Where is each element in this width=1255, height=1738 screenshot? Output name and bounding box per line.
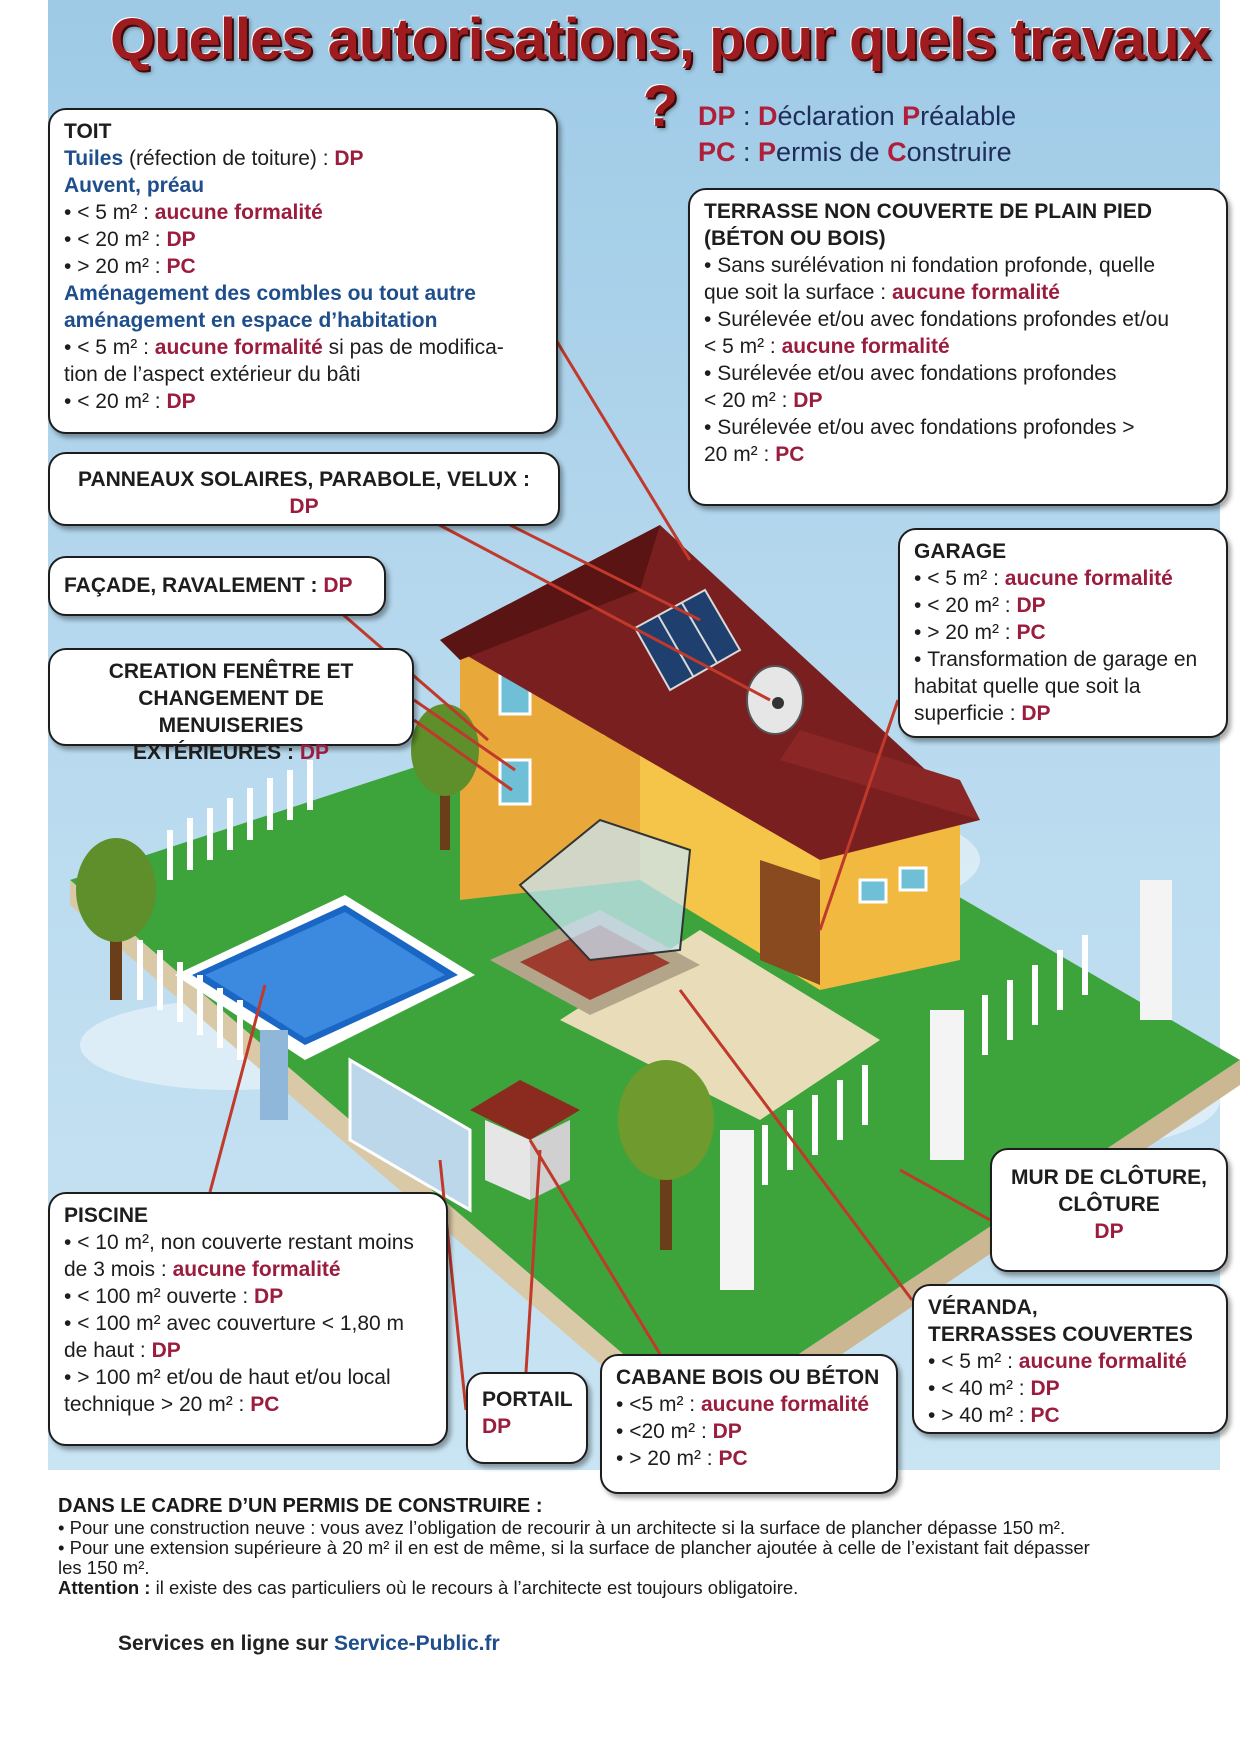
item-text: < 5 m² : xyxy=(927,567,1005,590)
legend-sep: : xyxy=(735,137,759,167)
legend-pc xyxy=(698,134,1016,170)
list-item xyxy=(928,1348,1212,1375)
list-item xyxy=(64,334,542,361)
legend-abbr: PC xyxy=(698,137,736,167)
legend-abbr: DP xyxy=(698,101,736,131)
callout-heading: FAÇADE, RAVALEMENT : xyxy=(64,574,324,597)
callout-heading: MUR DE CLÔTURE, xyxy=(1011,1166,1207,1189)
item-value: DP xyxy=(712,1420,742,1443)
list-item xyxy=(616,1445,882,1472)
item-text: <5 m² : xyxy=(629,1393,701,1416)
list-item: • < 100 m² avec couverture < 1,80 m xyxy=(64,1310,432,1337)
list-item xyxy=(64,253,542,280)
callout-heading: GARAGE xyxy=(914,540,1007,563)
item-text: > 20 m² : xyxy=(77,255,167,278)
list-item xyxy=(928,1375,1212,1402)
callout-heading: CLÔTURE xyxy=(1058,1193,1160,1216)
list-item xyxy=(914,619,1212,646)
item-text: superficie : xyxy=(914,702,1022,725)
legend-sep: : xyxy=(735,101,759,131)
toit-combles-label: aménagement en espace d’habitation xyxy=(64,309,438,332)
attention-text: il existe des cas particuliers où le recours à l’architecte est toujours obligatoire. xyxy=(150,1577,799,1598)
item-text: < 40 m² : xyxy=(941,1377,1031,1400)
list-item-continued xyxy=(704,441,1212,468)
item-value: PC xyxy=(718,1447,748,1470)
item-text: < 100 m² ouverte : xyxy=(77,1285,255,1308)
item-value: PC xyxy=(250,1393,280,1416)
item-value: DP xyxy=(1030,1377,1060,1400)
list-item xyxy=(64,226,542,253)
list-item: • > 100 m² et/ou de haut et/ou local xyxy=(64,1364,432,1391)
list-item: • Surélevée et/ou avec fondations profondes et/ou xyxy=(704,306,1212,333)
list-item: • Transformation de garage en xyxy=(914,646,1212,673)
callout-cabane xyxy=(600,1354,898,1494)
item-value: aucune formalité xyxy=(700,1393,870,1416)
list-item xyxy=(616,1418,882,1445)
list-item-continued xyxy=(704,279,1212,306)
item-value: DP xyxy=(166,228,196,251)
item-value: PC xyxy=(775,443,805,466)
list-item-continued xyxy=(704,333,1212,360)
list-item-continued xyxy=(64,1337,432,1364)
item-value: DP xyxy=(1016,594,1046,617)
legend-initial: P xyxy=(758,137,777,167)
item-value: PC xyxy=(1016,621,1046,644)
list-item: • Surélevée et/ou avec fondations profondes xyxy=(704,360,1212,387)
item-text: que soit la surface : xyxy=(704,281,892,304)
footer-attention xyxy=(58,1578,1238,1598)
item-text: > 40 m² : xyxy=(941,1404,1031,1427)
item-value: aucune formalité xyxy=(1018,1350,1187,1373)
item-value: aucune formalité xyxy=(781,335,950,358)
legend-initial: D xyxy=(758,101,778,131)
list-item xyxy=(64,388,542,415)
footer-bullet: • Pour une extension supérieure à 20 m² il en est de même, si la surface de plancher ajoutée à celle de l’existant fait dépasser xyxy=(58,1538,1238,1558)
callout-terrasse xyxy=(688,188,1228,506)
toit-tuiles-text: (réfection de toiture) : xyxy=(123,147,335,170)
item-text: < 20 m² : xyxy=(927,594,1017,617)
legend-initial: C xyxy=(887,137,907,167)
item-text: de haut : xyxy=(64,1339,152,1362)
list-item xyxy=(616,1391,882,1418)
item-value: aucune formalité xyxy=(154,201,323,224)
list-item xyxy=(914,565,1212,592)
item-value: PC xyxy=(166,255,196,278)
callout-heading: PISCINE xyxy=(64,1204,149,1227)
item-value: DP xyxy=(254,1285,284,1308)
footer-bullet-continued: les 150 m². xyxy=(58,1557,150,1578)
callout-heading: TERRASSES COUVERTES xyxy=(928,1323,1193,1346)
item-text: < 20 m² : xyxy=(77,390,167,413)
footer-bullet: • Pour une construction neuve : vous avez l’obligation de recourir à un architecte si la surface de plancher dépasse 150 m². xyxy=(58,1518,1238,1538)
callout-toit xyxy=(48,108,558,434)
attention-label: Attention : xyxy=(58,1577,151,1598)
callout-heading: EXTÉRIEURES : xyxy=(132,741,300,764)
item-value: aucune formalité xyxy=(154,336,323,359)
list-item xyxy=(64,1283,432,1310)
services-prefix: Services en ligne sur xyxy=(118,1632,334,1655)
callout-heading: VÉRANDA, xyxy=(928,1296,1038,1319)
toit-auvent-label: Auvent, préau xyxy=(64,174,205,197)
callout-facade xyxy=(48,556,386,616)
list-item-continued xyxy=(64,1256,432,1283)
page-title: Quelles autorisations, pour quels travaux ? xyxy=(110,7,1210,139)
item-text: < 5 m² : xyxy=(704,335,782,358)
item-value: DP xyxy=(793,389,823,412)
legend-dp xyxy=(698,98,1016,134)
item-text: > 20 m² : xyxy=(927,621,1017,644)
list-item-continued xyxy=(914,700,1212,727)
toit-tuiles xyxy=(64,145,542,172)
callout-creation-fenetre xyxy=(48,648,414,764)
callout-veranda xyxy=(912,1284,1228,1434)
callout-garage xyxy=(898,528,1228,738)
callout-heading: (BÉTON OU BOIS) xyxy=(704,227,886,250)
item-value: aucune formalité xyxy=(172,1258,341,1281)
callout-heading: CREATION FENÊTRE ET xyxy=(108,660,354,683)
list-item: • < 10 m², non couverte restant moins xyxy=(64,1229,432,1256)
callout-heading: TERRASSE NON COUVERTE DE PLAIN PIED xyxy=(704,200,1153,223)
callout-heading: CHANGEMENT DE MENUISERIES xyxy=(138,687,324,737)
toit-tuiles-label: Tuiles xyxy=(64,147,124,170)
footer-heading: DANS LE CADRE D’UN PERMIS DE CONSTRUIRE : xyxy=(58,1495,543,1517)
toit-combles-label: Aménagement des combles ou tout autre xyxy=(64,282,476,305)
callout-panneaux xyxy=(48,452,560,526)
callout-heading: TOIT xyxy=(64,120,112,143)
list-item-continued xyxy=(704,387,1212,414)
callout-heading: CABANE BOIS OU BÉTON xyxy=(616,1366,880,1389)
callout-value: DP xyxy=(482,1415,512,1438)
callout-heading: PANNEAUX SOLAIRES, PARABOLE, VELUX : xyxy=(78,468,530,491)
item-text: < 20 m² : xyxy=(77,228,167,251)
legend-word: onstruire xyxy=(906,137,1012,167)
item-text: <20 m² : xyxy=(629,1420,713,1443)
list-item-continued: habitat quelle que soit la xyxy=(914,675,1141,698)
callout-piscine xyxy=(48,1192,448,1446)
item-text: < 5 m² : xyxy=(941,1350,1019,1373)
footer-notes xyxy=(58,1496,1238,1598)
callout-value: DP xyxy=(289,495,319,518)
service-public-link[interactable]: Service-Public.fr xyxy=(333,1632,500,1655)
callout-value: DP xyxy=(323,574,353,597)
item-text: < 20 m² : xyxy=(704,389,794,412)
item-text: de 3 mois : xyxy=(64,1258,173,1281)
legend xyxy=(698,98,1016,170)
list-item-continued xyxy=(64,1391,432,1418)
list-item-continued: tion de l’aspect extérieur du bâti xyxy=(64,363,361,386)
item-text: si pas de modifica- xyxy=(322,336,504,359)
legend-word: ermis de xyxy=(776,137,888,167)
list-item xyxy=(64,199,542,226)
callout-value: DP xyxy=(1094,1220,1124,1243)
legend-initial: P xyxy=(902,101,921,131)
callout-portail xyxy=(466,1372,588,1464)
list-item: • Surélevée et/ou avec fondations profondes > xyxy=(704,414,1212,441)
callout-value: DP xyxy=(299,741,330,764)
item-value: aucune formalité xyxy=(891,281,1060,304)
legend-word: éclaration xyxy=(777,101,903,131)
list-item: • Sans surélévation ni fondation profonde, quelle xyxy=(704,252,1212,279)
item-text: > 20 m² : xyxy=(629,1447,719,1470)
item-text: < 5 m² : xyxy=(77,201,155,224)
callout-heading: PORTAIL xyxy=(482,1388,573,1411)
satellite-dish-icon xyxy=(747,666,803,734)
item-value: DP xyxy=(151,1339,181,1362)
toit-tuiles-value: DP xyxy=(334,147,364,170)
legend-word: réalable xyxy=(920,101,1017,131)
list-item xyxy=(914,592,1212,619)
callout-mur-cloture xyxy=(990,1148,1228,1272)
item-value: PC xyxy=(1030,1404,1060,1427)
list-item xyxy=(928,1402,1212,1429)
item-text: technique > 20 m² : xyxy=(64,1393,251,1416)
services-line xyxy=(118,1632,500,1656)
item-text: 20 m² : xyxy=(704,443,776,466)
item-value: aucune formalité xyxy=(1004,567,1173,590)
item-text: < 5 m² : xyxy=(77,336,155,359)
item-value: DP xyxy=(1021,702,1051,725)
item-value: DP xyxy=(166,390,196,413)
